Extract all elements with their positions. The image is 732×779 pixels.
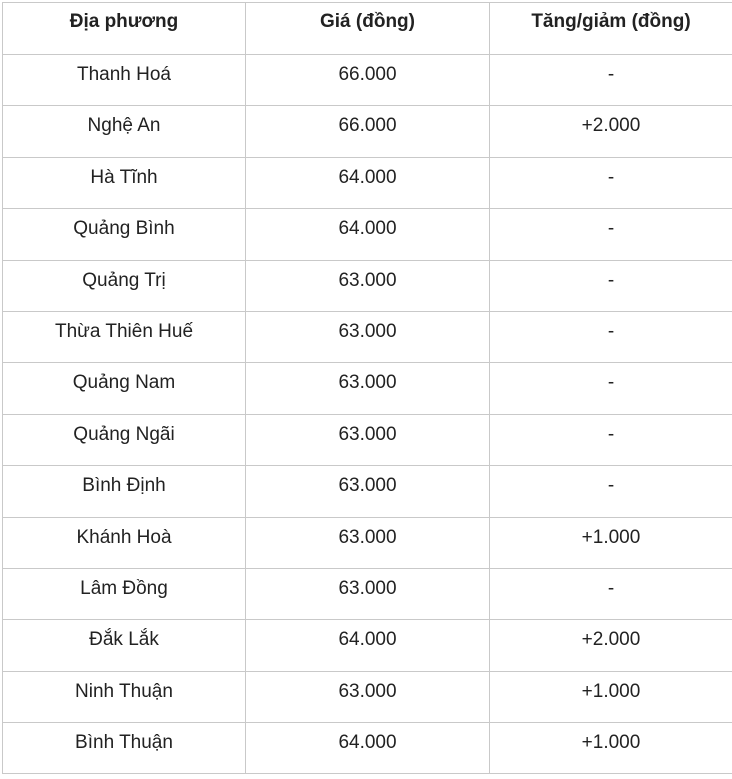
- cell-region: Đắk Lắk: [3, 620, 246, 671]
- cell-region: Lâm Đồng: [3, 568, 246, 619]
- table-body: [3, 55, 732, 774]
- cell-price: 63.000: [246, 671, 490, 722]
- table-row: [3, 723, 732, 774]
- table-row: [3, 260, 732, 311]
- cell-change: -: [490, 414, 732, 465]
- cell-region: Hà Tĩnh: [3, 157, 246, 208]
- table-row: [3, 671, 732, 722]
- header-region: Địa phương: [3, 3, 246, 55]
- cell-region: Quảng Trị: [3, 260, 246, 311]
- cell-change: +1.000: [490, 671, 732, 722]
- cell-price: 64.000: [246, 723, 490, 774]
- table-row: [3, 620, 732, 671]
- cell-price: 63.000: [246, 311, 490, 362]
- cell-change: -: [490, 260, 732, 311]
- table-row: [3, 466, 732, 517]
- cell-change: -: [490, 363, 732, 414]
- cell-change: -: [490, 157, 732, 208]
- header-change: Tăng/giảm (đồng): [490, 3, 732, 55]
- header-price: Giá (đồng): [246, 3, 490, 55]
- table-header: [3, 3, 732, 55]
- cell-change: -: [490, 209, 732, 260]
- table-row: [3, 157, 732, 208]
- cell-region: Bình Thuận: [3, 723, 246, 774]
- cell-price: 63.000: [246, 517, 490, 568]
- cell-region: Nghệ An: [3, 106, 246, 157]
- table-row: [3, 55, 732, 106]
- cell-change: +1.000: [490, 723, 732, 774]
- price-table: [2, 2, 732, 774]
- cell-change: +2.000: [490, 106, 732, 157]
- cell-region: Khánh Hoà: [3, 517, 246, 568]
- cell-price: 64.000: [246, 157, 490, 208]
- cell-region: Quảng Ngãi: [3, 414, 246, 465]
- cell-change: -: [490, 568, 732, 619]
- cell-change: -: [490, 466, 732, 517]
- cell-price: 63.000: [246, 363, 490, 414]
- header-row: [3, 3, 732, 55]
- cell-change: +1.000: [490, 517, 732, 568]
- cell-price: 64.000: [246, 620, 490, 671]
- cell-region: Thừa Thiên Huế: [3, 311, 246, 362]
- cell-price: 66.000: [246, 106, 490, 157]
- table-row: [3, 414, 732, 465]
- cell-region: Quảng Nam: [3, 363, 246, 414]
- cell-region: Ninh Thuận: [3, 671, 246, 722]
- table-row: [3, 568, 732, 619]
- cell-change: -: [490, 311, 732, 362]
- cell-price: 63.000: [246, 260, 490, 311]
- cell-change: +2.000: [490, 620, 732, 671]
- cell-price: 63.000: [246, 568, 490, 619]
- table-row: [3, 311, 732, 362]
- cell-price: 66.000: [246, 55, 490, 106]
- cell-price: 63.000: [246, 466, 490, 517]
- table-row: [3, 363, 732, 414]
- table-row: [3, 517, 732, 568]
- table-row: [3, 209, 732, 260]
- cell-region: Thanh Hoá: [3, 55, 246, 106]
- cell-region: Bình Định: [3, 466, 246, 517]
- table-row: [3, 106, 732, 157]
- cell-change: -: [490, 55, 732, 106]
- cell-price: 63.000: [246, 414, 490, 465]
- cell-price: 64.000: [246, 209, 490, 260]
- cell-region: Quảng Bình: [3, 209, 246, 260]
